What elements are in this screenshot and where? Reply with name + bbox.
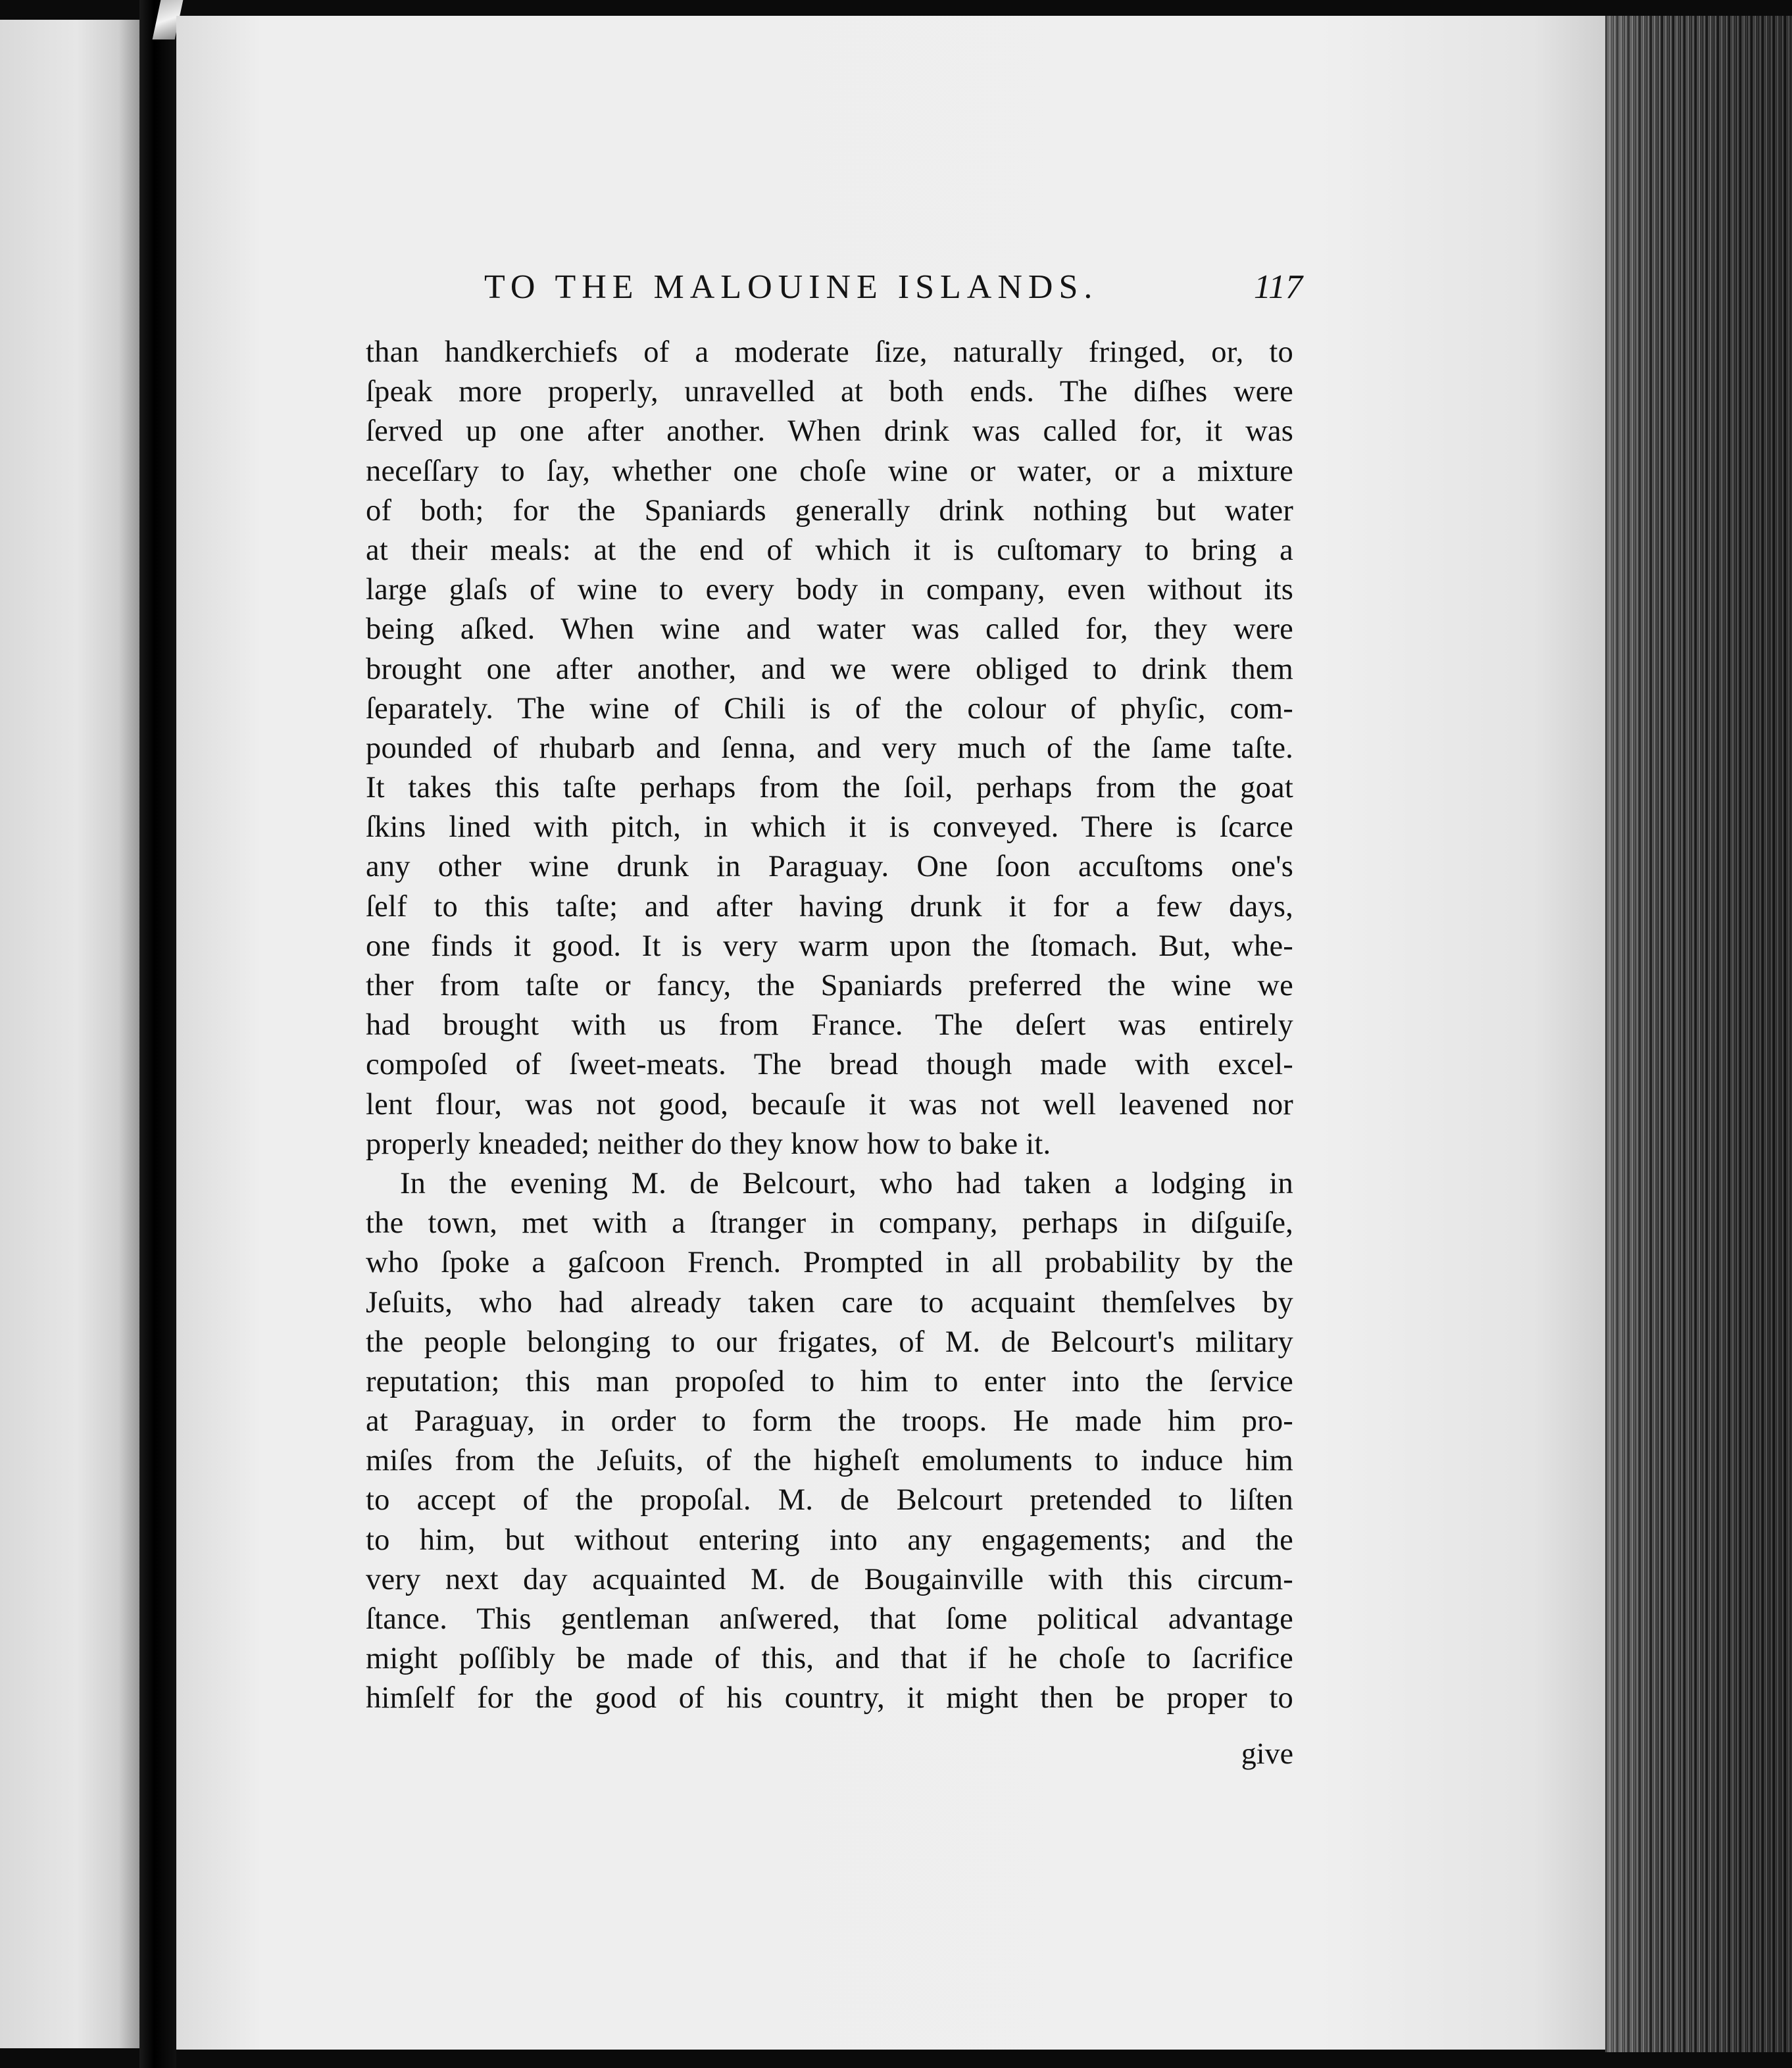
text-line: at their meals: at the end of which it is cuſtomary to bring a <box>366 533 1293 567</box>
text-line: reputation; this man propoſed to him to enter into the ſervice <box>366 1364 1293 1398</box>
text-line: brought one after another, and we were obliged to drink them <box>366 652 1293 686</box>
text-line: pounded of rhubarb and ſenna, and very much of the ſame taſte. <box>366 731 1293 765</box>
text-line: ſeparately. The wine of Chili is of the colour of phyſic, com- <box>366 691 1293 726</box>
text-line: ſtance. This gentleman anſwered, that ſome political advantage <box>366 1602 1293 1636</box>
body-text <box>366 333 1293 1719</box>
text-line: any other wine drunk in Paraguay. One ſoon accuſtoms one's <box>366 850 1293 884</box>
text-line: ſerved up one after another. When drink was called for, it was <box>366 414 1293 449</box>
text-line: at Paraguay, in order to form the troops. He made him pro- <box>366 1404 1293 1439</box>
text-line: the town, met with a ſtranger in company, perhaps in diſguiſe, <box>366 1206 1293 1241</box>
page-edges <box>1605 16 1792 2052</box>
text-line: ther from taſte or fancy, the Spaniards preferred the wine we <box>366 969 1293 1002</box>
text-line: ſelf to this taſte; and after having drunk it for a few days, <box>366 889 1293 923</box>
text-line: miſes from the Jeſuits, of the higheſt emoluments to induce him <box>366 1444 1293 1478</box>
left-page-edge <box>0 20 139 2048</box>
text-line: had brought with us from France. The deſert was entirely <box>366 1008 1293 1043</box>
text-line: ſpeak more properly, unravelled at both ends. The diſhes were <box>366 375 1293 409</box>
text-line: himſelf for the good of his country, it might then be proper to <box>366 1681 1293 1715</box>
page-header <box>484 264 1303 310</box>
catchword: give <box>1241 1736 1293 1770</box>
text-line: ſkins lined with pitch, in which it is conveyed. There is ſcarce <box>366 810 1293 845</box>
text-line: very next day acquainted M. de Bougainville with this circum- <box>366 1562 1293 1596</box>
text-line: to him, but without entering into any engagements; and the <box>366 1523 1293 1557</box>
text-line: who ſpoke a gaſcoon French. Prompted in all probability by the <box>366 1246 1293 1280</box>
text-line: to accept of the propoſal. M. de Belcourt pretended to liſten <box>366 1483 1293 1517</box>
text-line: being aſked. When wine and water was called for, they were <box>366 612 1293 647</box>
text-line: In the evening M. de Belcourt, who had taken a lodging in <box>400 1166 1293 1200</box>
page-number: 117 <box>1253 268 1303 306</box>
text-line: might poſſibly be made of this, and that if he choſe to ſacrifice <box>366 1642 1293 1676</box>
text-line: Jeſuits, who had already taken care to acquaint themſelves by <box>366 1285 1293 1319</box>
text-line: than handkerchiefs of a moderate ſize, naturally fringed, or, to <box>366 335 1293 369</box>
text-line: It takes this taſte perhaps from the ſoil, perhaps from the goat <box>366 771 1293 805</box>
text-line: neceſſary to ſay, whether one choſe wine or water, or a mixture <box>366 454 1293 488</box>
text-line: properly kneaded; neither do they know how to bake it. <box>366 1127 1051 1161</box>
text-line: large glaſs of wine to every body in company, even without its <box>366 573 1293 607</box>
text-line: the people belonging to our frigates, of M. de Belcourt's military <box>366 1325 1293 1359</box>
text-line: compoſed of ſweet-meats. The bread though made with excel- <box>366 1048 1293 1082</box>
running-head: TO THE MALOUINE ISLANDS. <box>484 268 1099 306</box>
text-line: lent flour, was not good, becauſe it was not well leavened nor <box>366 1087 1293 1121</box>
text-line: of both; for the Spaniards generally drink nothing but water <box>366 493 1293 528</box>
book-gutter <box>139 0 176 2068</box>
text-line: one finds it good. It is very warm upon the ſtomach. But, whe- <box>366 929 1293 963</box>
